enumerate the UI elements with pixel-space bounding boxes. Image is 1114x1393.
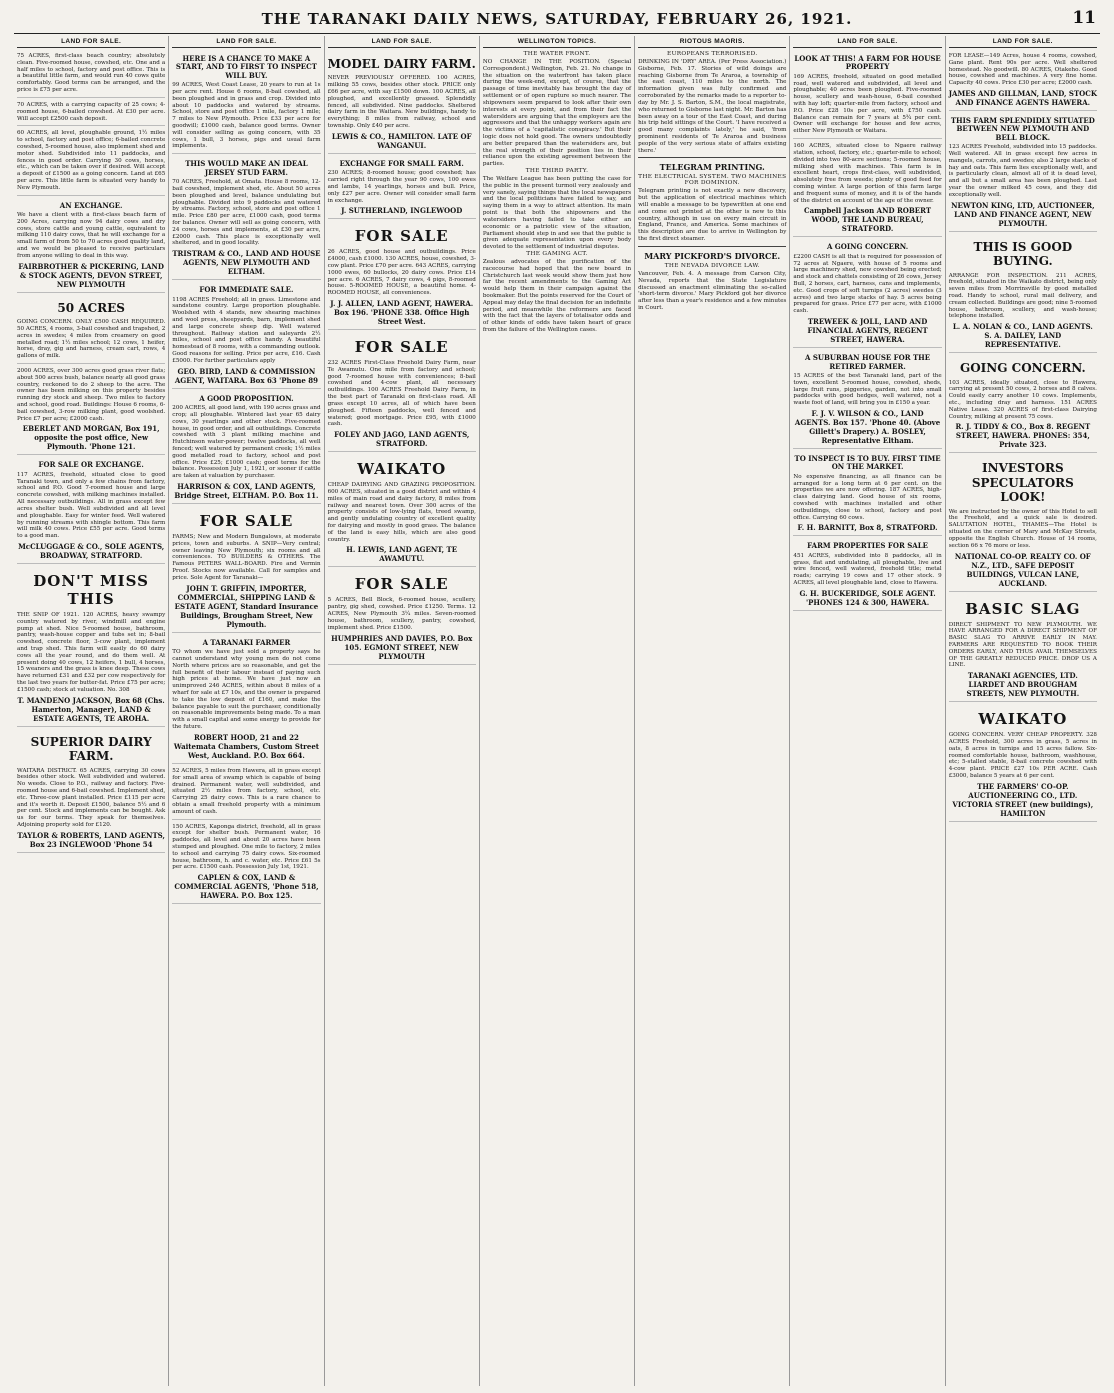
ad-heading: BASIC SLAG [965, 599, 1081, 618]
classified-ad [17, 198, 165, 293]
ad-heading: INVESTORS SPECULATORS LOOK! [971, 461, 1074, 505]
ad-advertiser: H. LEWIS, LAND AGENT, TE AWAMUTU. [346, 545, 458, 564]
ad-body-text: 15 ACRES of the best Taranaki land, part of the town, excellent 5-roomed house, cowshed, sheds, large fruit runs, piggeries, garden, not into small paddocks with good hedges, well watered, not a waste foot of land, will bring you in £150 a year. [793, 372, 942, 407]
ad-body-text: 1198 ACRES Freehold; all in grass. Limestone and sandstone country. Large proportion ploughable. Woolshed with 4 stands, new shearing machines and wool press, sheepyards, barn, implement shed and large concrete sheep dip. Well watered throughout. Railway station and saleyards 2½ miles, school and post office handy. A beautiful homestead of 8 rooms, with a commanding outlook. Good reasons for selling. Price per acre, £16. Cash £5000. For further particulars apply [172, 296, 321, 364]
classified-ad [172, 156, 320, 280]
ad-body-text: 99 ACRES, West Coast Lease, 20 years to run at 1s per acre rent. House 6 rooms, 8-bail cowshed, all been ploughed and in grass and crop. Divided into about 10 paddocks and watered by streams. School, store and post office 1 mile, factory 1 mile; 7 miles to New Plymouth. Price £33 per acre for goodwill; £1000 cash, balance good terms. Owner will consider selling as going concern, with 35 cows, 1 bull, 3 horses, pigs and usual farm implements. [172, 82, 321, 150]
ad-body-text: 60 ACRES, all level, ploughable ground, 1½ miles to school, factory and post office; 6-bailed concrete cowshed, 5-roomed house, also implement shed and motor shed. Subdivided into 11 paddocks, and fences in good order. Carrying 30 cows, horses, etc., which can be taken over if desired. Will accept a deposit of £1500 as a going concern. Land at £65 per acre. This little farm is situated very handy to New Plymouth. [17, 130, 166, 191]
ad-advertiser: J. J. ALLEN, LAND AGENT, HAWERA. Box 196. 'PHONE 338. Office High Street West. [330, 299, 474, 327]
ad-body-text: 150 ACRES, Kaponga district, freehold, all in grass except for shelter bush. Permanent water, 16 paddocks, all level and about 20 acres have been stumped and ploughed. One mile to factory, 2 miles to school and carrying 75 dairy cows. Six-roomed house, bathroom, h. and c. water, etc. Price £61 5s per acre. £1500 cash. Possession July 1st, 1921. [172, 823, 321, 871]
classified-ad [17, 366, 165, 456]
article-body-text: Telegram printing is not exactly a new discovery, but the application of electrical machines which will enable a message to be typewritten at one end and come out printed at the other is new to this country, although in use on every main circuit in England, France, and America. Some machines of this description are due to arrive in Wellington by the first direct steamer. [638, 188, 787, 243]
article-subheading: THE GAMING ACT. [526, 250, 588, 257]
ad-heading: FOR IMMEDIATE SALE. [199, 285, 294, 295]
page-number: 11 [1072, 8, 1096, 28]
classified-ad [172, 51, 320, 154]
ad-body-text: 70 ACRES, Freehold, at Omata. House 8 rooms, 12-bail cowshed, implement shed, etc. About 50 acres been ploughed and level, balance undulating but ploughable. Divided into 9 paddocks and watered by streams. Factory, school, store and post office 1 mile. Price £80 per acre, £1000 cash, good terms for balance. Owner will sell as going concern, with 24 cows, horses and implements, at £30 per acre, £2000 cash. This place is exceptionally well sheltered, and in good locality. [172, 179, 321, 247]
ad-body-text: 5 ACRES, Bell Block, 6-roomed house, scullery, pantry, gig shed, cowshed. Price £1250. Terms. 12 ACRES, New Plymouth 3¼ miles. Seven-roomed house, bathroom, scullery, pantry, cowshed, implement shed. Price £1500. [327, 597, 476, 631]
ad-advertiser: NATIONAL CO-OP. REALTY CO. OF N.Z., LTD., SAFE DEPOSIT BUILDINGS, VULCAN LANE, AUCKLAND. [954, 551, 1091, 588]
ad-advertiser: Campbell Jackson AND ROBERT WOOD, THE LAND BUREAU, STRATFORD. [804, 206, 932, 234]
ad-body-text: NEVER PREVIOUSLY OFFERED. 100 ACRES, milking 55 cows, besides other stock. PRICE only £66 per acre, with say £1500 down. 100 ACRES, all ploughed, and excellently grassed. Splendidly fenced, all subdivided. Nine paddocks. Sheltered dairy farm in the Waitara. New buildings, handy to everything; 8 miles from railway, school and township. Only £40 per acre. [327, 75, 476, 130]
ad-advertiser: HARRISON & COX, LAND AGENTS, Bridge Street, ELTHAM. P.O. Box 11. [174, 482, 319, 501]
column-heading: RIOTOUS MAORIS. [638, 36, 786, 48]
ad-advertiser: F. J. V. WILSON & CO., LAND AGENTS. Box 157. 'Phone 40. (Above Gillett's Drapery.) A. BOSLEY, Representative Eltham. [794, 408, 941, 445]
classified-ad [793, 239, 941, 348]
article-subheading: EUROPEANS TERRORISED. [667, 51, 758, 57]
ad-heading: FARM PROPERTIES FOR SALE [807, 541, 928, 551]
ad-body-text: GOING CONCERN. VERY CHEAP PROPERTY. 328 ACRES Freehold, 300 acres in grass, 5 acres in oats, 8 acres in turnips and 15 acres fallow. Six-roomed comfortable house, bathroom, washhouse, etc; 5-stalled stable, 8-bail concrete cowshed with 4-cow plant. PRICE £27 10s PER ACRE. Cash £3000, balance 5 years at 6 per cent. [948, 732, 1097, 780]
article-subheading: THE NEVADA DIVORCE LAW. [664, 262, 760, 269]
classified-ad [17, 100, 165, 126]
ad-advertiser: TAYLOR & ROBERTS, LAND AGENTS, Box 23 INGLEWOOD 'Phone 54 [17, 830, 165, 849]
ad-body-text: WAITARA DISTRICT. 65 ACRES, carrying 30 cows besides other stock. Well subdivided and watered. No weeds. Close to P.O., railway and factory. Five-roomed house and 6-bail cowshed. Implement shed, etc. Three-cow plant installed. Price £115 per acre and it's worth it. Deposit £1500, balance 5½ and 6 per cent. Stock and implements can be bought. Ask us for our terms. They speak for themselves. Adjoining property sold for £120. [17, 767, 166, 829]
ad-advertiser: FOLEY AND JAGO, LAND AGENTS, STRATFORD. [334, 430, 470, 449]
classified-ad [793, 538, 941, 610]
classified-ad [949, 51, 1097, 111]
ad-advertiser: J. SUTHERLAND, INGLEWOOD [341, 206, 463, 216]
ad-body-text: 103 ACRES, ideally situated, close to Hawera, carrying at present 50 cows, 2 horses and 8 calves. Could easily carry another 10 cows. Implements, etc., including dray and harness. 151 ACRES Native Lease. 320 ACRES of first-class Dairying Country, milking at present 75 cows. [948, 379, 1097, 420]
ad-heading: EXCHANGE FOR SMALL FARM. [339, 158, 464, 168]
ad-heading: FOR SALE [354, 227, 449, 246]
ad-body-text: £2200 CASH is all that is required for possession of 72 acres at Ngaere, with house of 5 rooms and large machinery shed, new cowshed being erected; and stock and chattels consisting of 26 cows, Jersey Bull, 2 horses, cart, harness, cans and implements, etc. Good crops of soft turnips (2 acres) swedes (3 acres) and two large stacks of hay. 5 acres being prepared for grass. Price £77 per acre, with £1000 cash. [793, 253, 942, 315]
column [169, 36, 324, 1386]
masthead-title: THE TARANAKI DAILY NEWS, SATURDAY, FEBRUARY 26, 1921. [261, 10, 853, 28]
ad-advertiser: HUMPHRIES AND DAVIES, P.O. Box 105. EGMONT STREET, NEW PLYMOUTH [331, 633, 473, 661]
ad-advertiser: McCLUGGAGE & CO., SOLE AGENTS, BROADWAY, STRATFORD. [18, 541, 165, 560]
ad-advertiser: CAPLEN & COX, LAND & COMMERCIAL AGENTS, 'Phone 518, HAWERA. P.O. Box 125. [174, 873, 319, 901]
ad-body-text: 123 ACRES Freehold, subdivided into 15 paddocks. Well watered. All in grass except few acres in mangels, carrots, and swedes; also 2 large stacks of hay and oats. This farm lies exceptionally well, and is particularly clean, almost all of it is dead level, and all but a small area has been ploughed. Last year the owner milked 45 cows, and they did exceptionally well. [948, 144, 1097, 198]
ad-advertiser: LEWIS & CO., HAMILTON. LATE OF WANGANUI. [331, 131, 472, 150]
classified-ad [328, 332, 476, 452]
article-subheading: THE THIRD PARTY. [525, 168, 589, 174]
classified-ad [328, 454, 476, 567]
article-headline: MARY PICKFORD'S DIVORCE. [644, 250, 781, 261]
ad-heading: A TARANAKI FARMER [202, 637, 291, 647]
classified-ad [793, 451, 941, 536]
ad-heading: FOR SALE [199, 512, 294, 531]
ad-heading: A GOING CONCERN. [826, 242, 909, 252]
column-heading: LAND FOR SALE. [793, 36, 941, 48]
classified-ad [793, 141, 941, 237]
ad-heading: WAIKATO [978, 710, 1068, 729]
masthead [14, 10, 1100, 34]
ad-body-text: DIRECT SHIPMENT TO NEW PLYMOUTH. WE HAVE ARRANGED FOR A DIRECT SHIPMENT OF BASIC SLAG TO ARRIVE EARLY IN MAY. FARMERS ARE REQUESTED TO BOOK THEIR ORDERS EARLY, AND THUS AVAIL THEMSELVES OF THE GREATLY REDUCED PRICE. DROP US A LINE. [948, 621, 1097, 669]
classified-ad [793, 350, 941, 449]
ad-heading: THIS WOULD MAKE AN IDEAL JERSEY STUD FARM. [185, 159, 308, 177]
classified-ad [328, 51, 476, 154]
article-headline: TELEGRAM PRINTING. [659, 162, 765, 173]
ad-advertiser: THE FARMERS' CO-OP. AUCTIONEERING CO., LTD. VICTORIA STREET (new buildings), HAMILTON [952, 781, 1094, 818]
ad-body-text: 75 ACRES, first-class beach country; absolutely clean. Five-roomed house, cowshed, etc. One and a half miles to school, factory and post office. This is a beautiful little farm, and would run 40 cows quite comfortably. Good terms can be arranged, and the price is £75 per acre. [17, 53, 166, 94]
classified-ad [17, 295, 165, 364]
article-body-text: Vancouver, Feb. 4. A message from Carson City, Nevada, reports that the State Legislature discussed an enactment eliminating the so-called 'short-term divorce.' Mary Pickford got her divorce after less than a year's residence and a few minutes in Court. [638, 270, 787, 311]
ad-heading: TO INSPECT IS TO BUY. FIRST TIME ON THE MARKET. [794, 453, 941, 472]
ad-body-text: THE SNIP OF 1921. 120 ACRES, heavy swampy country watered by river, windmill and engine pump at shed. Nice 5-roomed house, bathroom, pantry, wash-house copper and tubs set in; 8-bail cowshed, concrete floor, 3-cow plant, implement and trap shed. This farm will easily do 60 dairy cows all the year round, and do them well. At present doing 40 cows, 12 heifers, 1 bull, 4 horses, 15 weaners and the grass is knee deep. These cows have returned £31 and £32 per cow respectively for the last two years for butter-fat. Price £75 per acre; £1500 cash; stock at valuation. No. 308 [17, 611, 166, 693]
ad-body-text: 232 ACRES First-Class Freehold Dairy Farm, near Te Awamutu. One mile from factory and school; good 7-roomed house with conveniences; 8-bail cowshed and 4-cow plant, all necessary outbuildings. 100 ACRES Freehold Dairy Farm, in the best part of Taranaki on first-class road. All grass except 10 acres, all of which have been ploughed. Fifteen paddocks, well fenced and watered; good mortgage. Price £95, with £1000 cash. [327, 360, 476, 428]
ad-body-text: 160 ACRES, situated close to Ngaere railway station, school, factory, etc.; quarter-mile to school; divided into two 80-acre sections; 5-roomed house, milking shed with machines. This farm is in excellent heart, crops first-class, well subdivided, absolutely free from weeds; plenty of good feed for coming winter. A large portion of this farm large and frequent sums of money, and it is of the hands of the district on account of the age of the owner. [793, 143, 942, 204]
ad-body-text: 200 ACRES, all good land, with 190 acres grass and crop; all ploughable. Wintered last year 65 dairy cows, 30 yearlings and other stock. Five-roomed house, in good order, and all outbuildings. Concrete cowshed with 3 plant milking machine and Hutchinson water-power; twelve paddocks, all well fenced; well watered by permanent creek; 1½ miles good metalled road to factory, school and post office. Price £25; £1000 cash; good terms for the balance. Possession July 1, 1921, or sooner if cattle are taken at valuation by purchaser. [172, 405, 321, 480]
ad-body-text: ARRANGE FOR INSPECTION. 211 ACRES, freehold, situated in the Waikato district, being only seven miles from Morrinsville by good metalled road. Handy to school, rural mail delivery, and cream collected. Buildings are good; nine 5-roomed house, bathroom, scullery, and wash-house; telephone installed. [948, 272, 1097, 320]
column [946, 36, 1100, 1386]
ad-body-text: 117 ACRES, freehold, situated close to good Taranaki town, and only a few chains from factory, school and P.O. Good 7-roomed house and large concrete cowshed, with milking machines installed. All necessary outbuildings. All in grass except few acres shelter bush. Well subdivided and all level and ploughable. Easy for winter feed. Well watered by running streams with shingle bottom. This farm will milk 40 cows. Price £55 per acre. Good terms to a good man. [17, 471, 166, 540]
classified-ad [17, 566, 165, 727]
ad-body-text: 230 ACRES; 8-roomed house; good cowshed; has carried right through the year 90 cows, 100 ewes and lambs, 14 yearlings, horses and bull. Price, only £27 per acre. Owner will consider small farm in exchange. [327, 170, 476, 204]
article-body-text: NO CHANGE IN THE POSITION. (Special Correspondent.) Wellington, Feb. 21. No change in the situation on the waterfront has taken place during the week-end, except, of course, that the passage of time inevitably has brought the day of settlement or of open rupture so much nearer. The shipowners seem prepared to look after their own interests at every point, and from their fact the waterslders are arguing that the employers are the aggressors and that the unhappy workers again are the victims of a 'capitalistic conspiracy.' But their logic does not hold good. The owners undoubtedly are better prepared than the watersiders are, but the real strength of their position lies in their reliance upon the existing agreement between the parties. [482, 59, 632, 168]
classified-ad [172, 391, 320, 504]
ad-body-text: No expensive financing, as all finance can be arranged for a long term at 6 per cent. on the properties we are now offering. 187 ACRES, high-class dairying land. Good house of six rooms, cowshed with machines installed and other outbuildings, close to school, factory and post office. Carrying 60 cows. [793, 473, 942, 521]
ad-heading: 50 ACRES [57, 300, 125, 315]
column [14, 36, 169, 1386]
classified-ad [17, 128, 165, 195]
ad-heading: THIS IS GOOD BUYING. [973, 239, 1073, 269]
classified-ad [949, 355, 1097, 453]
ad-body-text: 2000 ACRES, over 300 acres good grass river flats; about 500 acres bush, balance nearly all good grass country, reckoned to do 2 sheep to the acre. The owner has been milking on this property besides running dry stock and sheep. Two miles to factory and school, good road. Buildings: House 6 rooms, 6-bail cowshed, 3-row milking plant, good woolshed. Price £7 per acre; £2000 cash. [17, 367, 166, 422]
classified-ad [949, 234, 1097, 353]
ad-body-text: We are instructed by the owner of this Hotel to sell the Freehold, and a quick sale is desired. SALUTATION HOTEL, THAMES—The Hotel is situated on the corner of Mary and McKay Streets, opposite the English Church. House of 14 rooms, section 66 x 76 more or less. [948, 508, 1097, 549]
classified-ad [17, 729, 165, 853]
classified-ad [17, 457, 165, 564]
ad-advertiser: JOHN T. GRIFFIN, IMPORTER, COMMERCIAL, SHIPPING LAND & ESTATE AGENT, Standard Insurance Buildings, Brougham Street, New Plymouth. [174, 583, 319, 629]
ad-advertiser: TARANAKI AGENCIES, LTD. LIARDET AND BROUGHAM STREETS, NEW PLYMOUTH. [966, 671, 1080, 699]
ad-heading: DON'T MISS THIS [33, 571, 149, 608]
column [635, 36, 790, 1386]
column [325, 36, 480, 1386]
ad-heading: MODEL DAIRY FARM. [327, 57, 476, 71]
ad-heading: WAIKATO [357, 460, 447, 479]
classified-ad [328, 569, 476, 664]
ad-body-text: CHEAP DAIRYING AND GRAZING PROPOSITION. 600 ACRES, situated in a good district and within 4 miles of main road and dairy factory, 8 miles from railway and nearest town. Over 300 acres of the property consists of low-lying flats, treed swamp, and gently undulating country of excellent quality for dairying and mostly in good grass. The balance of the land is easy hills, which are also good country. [327, 482, 476, 543]
ad-body-text: FARMS; New and Modern Bungalows, at moderate prices, town and suburbs. A SNIP—Very central; owner leaving New Plymouth; six rooms and all conveniences. TO BUILDERS & OTHERS. The Famous PETERS WALL-BOARD. Fire and Vermin Proof. Stocks now available. Call for samples and price. Sole Agent for Taranaki— [172, 534, 321, 581]
ad-advertiser: JAMES AND GILLMAN, LAND, STOCK AND FINANCE AGENTS HAWERA. [948, 89, 1097, 108]
ad-advertiser: TREWEEK & JOLL, LAND AND FINANCIAL AGENTS, REGENT STREET, HAWERA. [807, 317, 928, 345]
ad-heading: GOING CONCERN. [959, 361, 1086, 376]
ad-heading: AN EXCHANGE. [59, 200, 123, 210]
classified-ad [172, 506, 320, 633]
article-body-text: Zealous advocates of the purification of the racecourse had hoped that the new board in Christchurch last week would show them just how far the recent amendments to the Gaming Act would help them in their campaign against the bookmaker. But the points reserved for the Court of Appeal may delay the final decision for an indefinite period, and meanwhile the reformers are faced with the fact that the layers of totalisator odds and of other kinds of odds have taken heart of grace from the failure of the Wellington cases. [482, 258, 632, 334]
ad-advertiser: G. H. BUCKERIDGE, SOLE AGENT. 'PHONES 124 & 300, HAWERA. [799, 588, 936, 607]
column-heading: LAND FOR SALE. [949, 36, 1097, 48]
ad-heading: HERE IS A CHANCE TO MAKE A START, AND TO FIRST TO INSPECT WILL BUY. [175, 54, 317, 80]
column-heading: WELLINGTON TOPICS. [483, 36, 631, 48]
classified-ad [172, 282, 320, 389]
ad-body-text: We have a client with a first-class beach farm of 200 Acres, carrying now 94 dairy cows and dry cows, store cattle and young cattle, equivalent to milking 110 dairy cows, that he will exchange for a small farm of from 50 to 70 acres good quality land, and we would be pleased to receive particulars from anyone willing to deal in this way. [17, 212, 166, 259]
ad-heading: A SUBURBAN HOUSE FOR THE RETIRED FARMER. [804, 353, 931, 371]
ad-heading: FOR SALE [354, 575, 449, 594]
ad-body-text: GOING CONCERN. ONLY £500 CASH REQUIRED. 50 ACRES, 4 rooms, 3-bail cowshed and trapshed, 2 acres in swedes; 4 miles from creamery on good metalled road; 1½ miles school; 12 cows, 1 heifer, horse, dray, gig and harness, cream cart, rows, 4 gallons of milk. [17, 319, 166, 360]
classified-ad [949, 113, 1097, 232]
ad-body-text: 169 ACRES, freehold, situated on good metalled road, well watered and subdivided, all level and ploughable; 40 acres been ploughed. Five-roomed house, scullery and wash-house, 6-bail cowshed with hay loft; quarter-mile from factory, school and P.O. Price £28 10s per acre, with £750 cash. Balance can remain for 7 years at 5¾ per cent. Owner will exchange for house and few acres, either New Plymouth or Waitara. [793, 73, 942, 135]
ad-heading: THIS FARM SPLENDIDLY SITUATED BETWEEN NEW PLYMOUTH AND BELL BLOCK. [950, 116, 1095, 142]
ad-body-text: TO whom we have just sold a property says he cannot understand why young men do not come North where prices are so reasonable, and get the full benefit of their labour instead of paying such high prices at home. We have just now an unimproved 246 ACRES, within about 8 miles of a wharf for sale at £7 10s, and the owner is prepared to take the low deposit of £160, and make the balance payable to suit the purchaser, conditionally on reasonable improvements being made. To a man with a small capital and some energy to provide for the future. [172, 649, 321, 731]
article-subheading: THE ELECTRICAL SYSTEM. TWO MACHINES FOR DOMINION. [638, 174, 787, 187]
classified-ad [793, 51, 941, 139]
column-heading: LAND FOR SALE. [17, 36, 165, 48]
ad-advertiser: R. J. TIDDY & CO., Box 8. REGENT STREET, HAWERA. PHONES: 354, Private 323. [955, 422, 1091, 450]
ad-body-text: 26 ACRES, good house and outbuildings. Price £4000, cash £1000. 130 ACRES, house, cowshed, 3-cow plant. Price £70 per acre. 643 ACRES, carrying 1000 ewes, 60 bullocks, 20 dairy cows. Price £14 per acre. 6 ACRES, 7 dairy cows, 4 pigs, 8-roomed house. 5-ROOMED HOUSE, a beautiful home. 4-ROOMED HOUSE, all conveniences. [327, 249, 476, 297]
ad-heading: LOOK AT THIS! A FARM FOR HOUSE PROPERTY [794, 54, 941, 72]
classified-ad [172, 635, 320, 764]
classified-ad [328, 221, 476, 330]
column-heading: LAND FOR SALE. [328, 36, 476, 48]
article-divider [638, 246, 786, 247]
article-divider [638, 157, 786, 158]
ad-body-text: 52 ACRES, 5 miles from Hawera, all in grass except for small area of swamp which is capable of being drained. Permanent water, well subdivided, and situated 2½ miles from factory, school, etc. Carrying 25 dairy cows. This is a rare chance to obtain a small freehold property with a minimum amount of cash. [172, 767, 321, 815]
article-subheading: THE WATER FRONT. [523, 51, 591, 57]
ad-advertiser: FAIRBROTHER & PICKERING, LAND & STOCK AGENTS, DEVON STREET, NEW PLYMOUTH [18, 261, 164, 289]
ad-advertiser: EBERLET AND MORGAN, Box 191, opposite the post office, New Plymouth. 'Phone 121. [22, 424, 160, 452]
ad-heading: FOR SALE [354, 338, 449, 357]
ad-heading: FOR SALE OR EXCHANGE. [38, 460, 144, 470]
ad-heading: SUPERIOR DAIRY FARM. [30, 734, 152, 764]
ad-advertiser: TRISTRAM & CO., LAND AND HOUSE AGENTS, NEW PLYMOUTH AND ELTHAM. [172, 249, 321, 277]
columns [14, 36, 1100, 1386]
ad-advertiser: GEO. BIRD, LAND & COMMISSION AGENT, WAITARA. Box 63 'Phone 89 [174, 366, 319, 385]
article-body-text: DRINKING IN 'DRY' AREA. (Per Press Association.) Gisborne, Feb. 17. Stories of wild doings are reaching Gisborne from Te Araroa, a township of the east coast, 110 miles to the north. The information given was fully confirmed and corroborated by the remarks made to a reporter to-day by Mr. J. S. Barton, S.M., the local magistrate, who returned to Gisborne last night. Mr. Barton has been away on a tour of the East Coast, and during his trip held sittings of the Court. 'I have received a good many complaints lately,' he said, 'from prominent residents of Te Araroa and business people of the very serious state of affairs existing there.' [638, 59, 787, 154]
classified-ad [949, 455, 1097, 591]
ad-body-text: 451 ACRES, subdivided into 8 paddocks, all in grass, flat and undulating, all ploughable, live and wire fenced, well watered, freehold title; metal roads; carrying 19 cows and 17 other stock. 9 ACRES, all level ploughable land, close to Hawera. [793, 552, 942, 587]
classified-ad [328, 156, 476, 219]
classified-ad [949, 594, 1097, 703]
ad-body-text: FOR LEASE—149 Acres, house 4 rooms, cowshed, Gane plant. Rent 90s per acre. Well sheltered homestead. No goodwill. 80 ACRES, Otakeho. Good house, cowshed and machines. A very fine home. Capacity 40 cows. Price £30 per acre; £2000 cash. [948, 53, 1097, 87]
column-heading: LAND FOR SALE. [172, 36, 320, 48]
ad-body-text: 70 ACRES, with a carrying capacity of 25 cows; 4-roomed house, 6-bailed cowshed. At £30 per acre. Will accept £2500 cash deposit. [17, 101, 166, 122]
ad-advertiser: L. A. NOLAN & CO., LAND AGENTS. S. A. DAILEY, LAND REPRESENTATIVE. [952, 322, 1093, 350]
article-body-text: The Welfare League has been putting the case for the public in the present turmoil very zealously and very sanely, saying things that the local newspapers and the local politicians have failed to say, and saying them in a way to attract attention. Its main point is that both the shipowners and the watersiders having failed to take either an economic or a patriotic view of the situation, Parliament should step in and see that the public is given adequate representation upon every body devoted to the settlement of industrial disputes. [482, 176, 632, 251]
ad-advertiser: F. H. BARNITT, Box 8, STRATFORD. [797, 523, 938, 533]
classified-ad [949, 704, 1097, 822]
column [790, 36, 945, 1386]
classified-ad [172, 766, 320, 820]
ad-heading: A GOOD PROPOSITION. [199, 393, 294, 403]
classified-ad [17, 51, 165, 98]
ad-advertiser: NEWTON KING, LTD, AUCTIONEER, LAND AND FINANCE AGENT, NEW PLYMOUTH. [951, 200, 1095, 228]
ad-advertiser: T. MANDENO JACKSON, Box 68 (Chs. Hamerton, Manager), LAND & ESTATE AGENTS, TE AROHA. [17, 695, 165, 723]
classified-ad [172, 822, 320, 905]
column [480, 36, 635, 1386]
ad-advertiser: ROBERT HOOD, 21 and 22 Waitemata Chambers, Custom Street West, Auckland. P.O. Box 664. [173, 732, 320, 760]
